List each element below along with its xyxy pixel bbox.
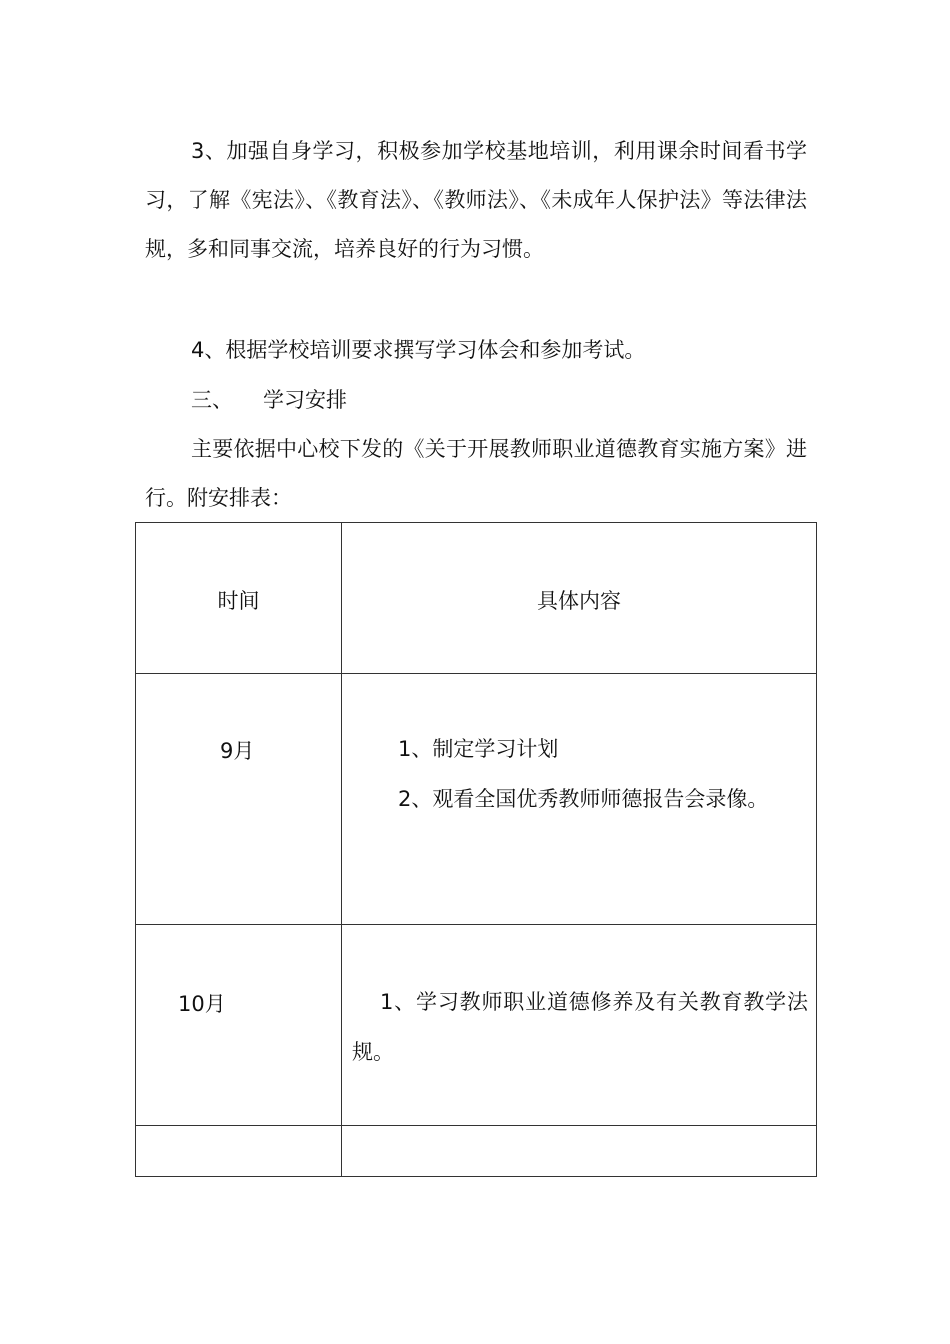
content-cell	[342, 674, 817, 925]
intro-paragraph: 主要依据中心校下发的《关于开展教师职业道德教育实施方案》进行。附安排表：	[145, 437, 807, 510]
content-cell	[342, 925, 817, 1126]
time-cell	[136, 925, 342, 1126]
time-label: 9月	[220, 739, 255, 763]
header-time-label: 时间	[217, 589, 260, 613]
schedule-table	[135, 522, 817, 1177]
content-item: 1、制定学习计划	[398, 737, 559, 761]
header-cell-content	[342, 523, 817, 674]
section-number: 三、	[191, 388, 233, 412]
content-text	[352, 724, 808, 824]
table-row	[136, 674, 817, 925]
time-label: 10月	[178, 992, 226, 1016]
content-cell	[342, 1126, 817, 1177]
table-row	[136, 925, 817, 1126]
content-item: 2、观看全国优秀教师师德报告会录像。	[398, 787, 769, 811]
content-text	[352, 977, 808, 1077]
section-heading	[191, 376, 347, 425]
time-cell	[136, 1126, 342, 1177]
table-header-row	[136, 523, 817, 674]
table-row	[136, 1126, 817, 1177]
content-item: 1、学习教师职业道德修养及有关教育教学法规。	[352, 990, 808, 1064]
paragraph-item-4: 4、根据学校培训要求撰写学习体会和参加考试。	[191, 338, 646, 362]
header-content-label: 具体内容	[537, 589, 621, 613]
section-title: 学习安排	[263, 388, 347, 412]
time-cell	[136, 674, 342, 925]
header-cell-time	[136, 523, 342, 674]
paragraph-item-3: 3、加强自身学习，积极参加学校基地培训，利用课余时间看书学习，了解《宪法》、《教育法》、《教师法》、《未成年人保护法》等法律法规，多和同事交流，培养良好的行为习惯。	[145, 139, 807, 261]
